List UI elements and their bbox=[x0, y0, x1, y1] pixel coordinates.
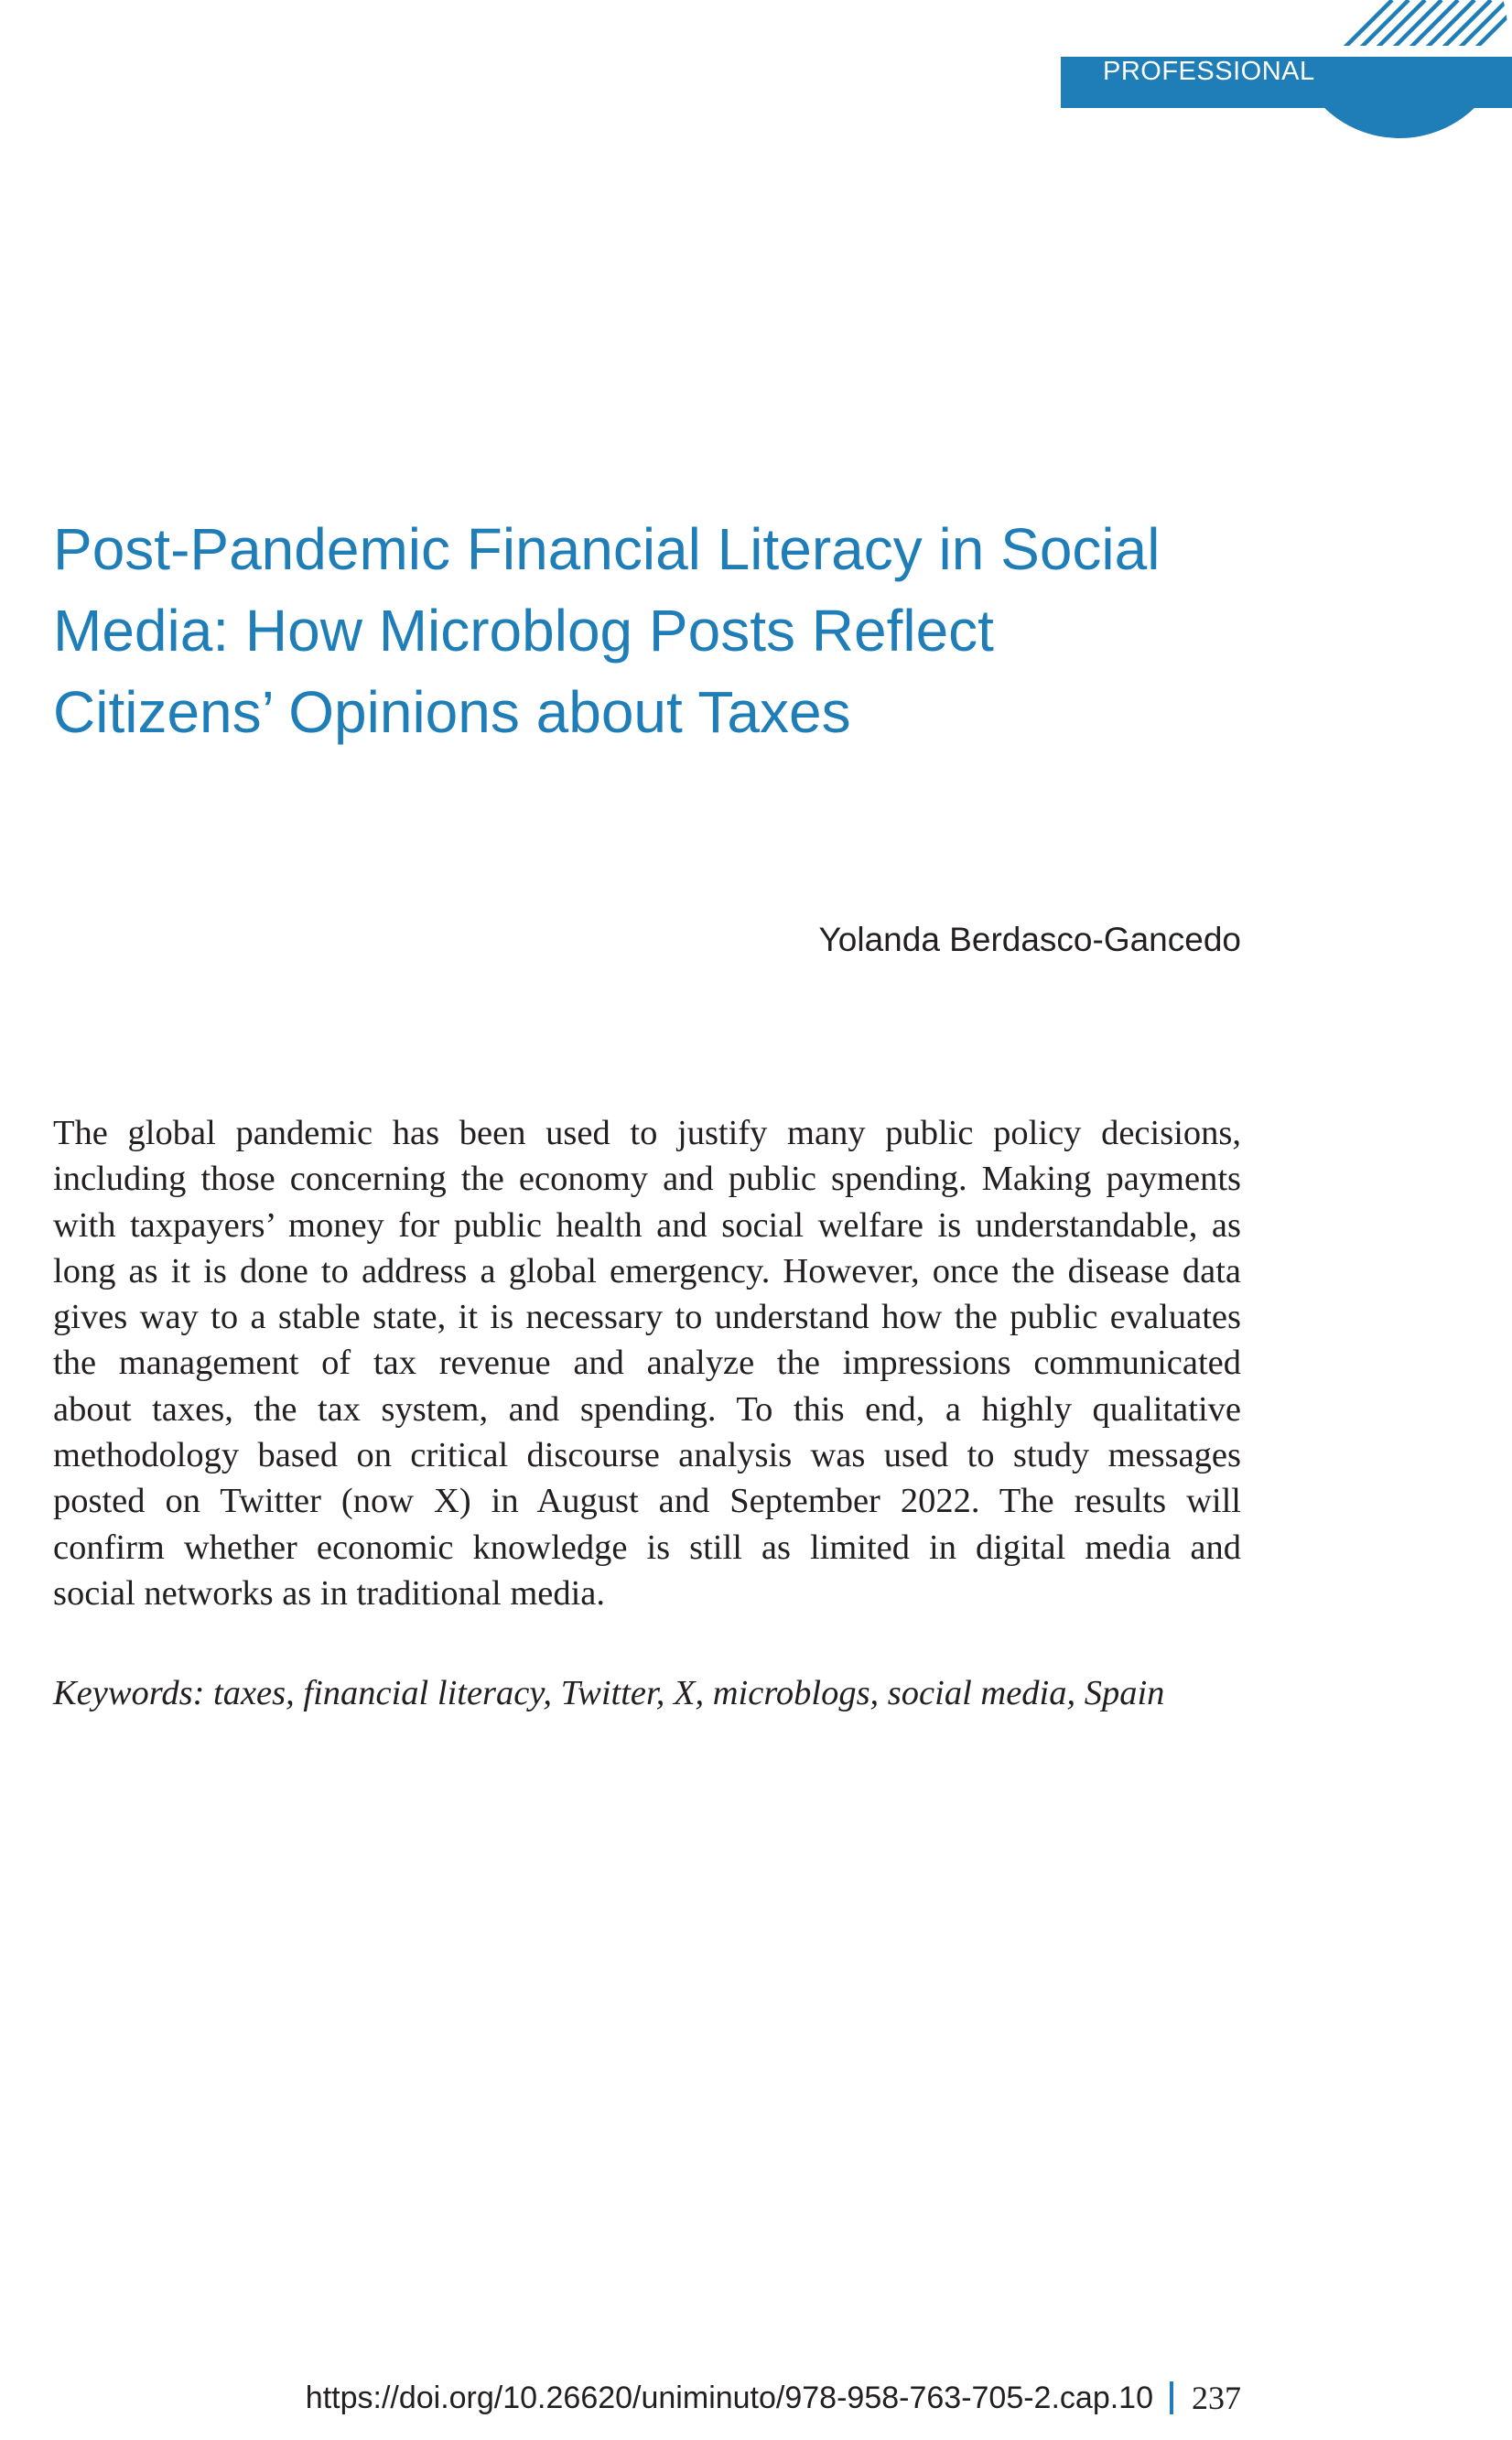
author-name: Yolanda Berdasco-Gancedo bbox=[818, 921, 1241, 958]
footer-separator bbox=[1170, 2381, 1173, 2414]
abstract-line: methodology based on critical discourse analysis was used to study messages bbox=[53, 1436, 1241, 1475]
abstract-line: about taxes, the tax system, and spending. To this end, a highly qualitative bbox=[53, 1389, 1241, 1429]
chapter-title-line: Media: How Microblog Posts Reflect bbox=[53, 598, 994, 664]
chapter-title-line: Post-Pandemic Financial Literacy in Social bbox=[53, 516, 1161, 582]
page-footer bbox=[306, 2378, 1241, 2418]
abstract-line: social networks as in traditional media. bbox=[53, 1573, 606, 1613]
abstract-line: including those concerning the economy and public spending. Making payments bbox=[53, 1160, 1241, 1199]
abstract bbox=[53, 1110, 1241, 1616]
abstract-line: long as it is done to address a global emergency. However, once the disease data bbox=[53, 1251, 1241, 1290]
abstract-line: gives way to a stable state, it is necessary to understand how the public evaluates bbox=[53, 1298, 1241, 1337]
chapter-title bbox=[53, 509, 1261, 753]
abstract-line: the management of tax revenue and analyze the impressions communicated bbox=[53, 1344, 1241, 1383]
section-tab-label: PROFESSIONAL bbox=[1103, 57, 1315, 86]
page-number: 237 bbox=[1192, 2380, 1241, 2416]
doi-link[interactable]: https://doi.org/10.26620/uniminuto/978-958-763-705-2.cap.10 bbox=[305, 2380, 1153, 2415]
section-tab bbox=[1061, 0, 1512, 146]
abstract-line: posted on Twitter (now X) in August and September 2022. The results will bbox=[53, 1482, 1241, 1521]
abstract-line: with taxpayers’ money for public health and social welfare is understandable, as bbox=[53, 1205, 1241, 1245]
chapter-title-line: Citizens’ Opinions about Taxes bbox=[53, 679, 851, 745]
keywords: Keywords: taxes, financial literacy, Twitter, X, microblogs, social media, Spain bbox=[53, 1674, 1165, 1712]
abstract-line: confirm whether economic knowledge is still as limited in digital media and bbox=[53, 1528, 1241, 1567]
abstract-line: The global pandemic has been used to justify many public policy decisions, bbox=[53, 1114, 1241, 1152]
